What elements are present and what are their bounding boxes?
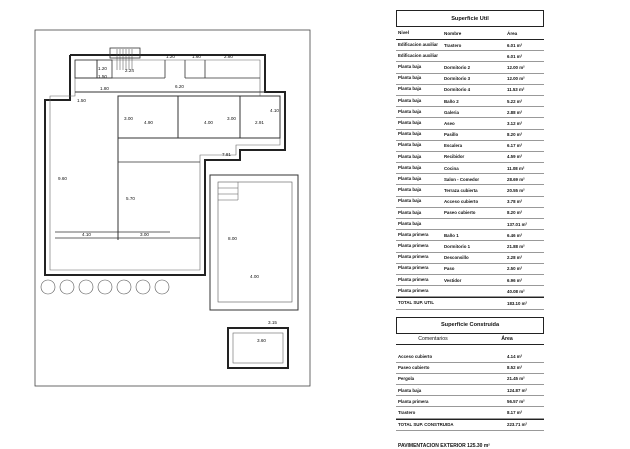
util-cell-area: 28.69 m² — [507, 176, 525, 182]
util-header-nombre: Nombre — [444, 30, 462, 36]
util-cell-area: 40.08 m² — [507, 288, 525, 294]
dim-3-00b: 3.00 — [227, 116, 236, 121]
dim-1-80: 1.80 — [100, 86, 109, 91]
construida-cell-area: 124.87 m² — [507, 387, 528, 393]
staircase — [117, 49, 132, 70]
util-row — [396, 40, 544, 51]
construida-title: Superficie Construida — [396, 317, 544, 334]
util-cell-nivel: Planta primera — [398, 254, 429, 260]
construida-cell-area: 4.14 m² — [507, 354, 523, 360]
util-cell-nombre: Galeria — [444, 109, 459, 115]
construida-row — [396, 374, 544, 385]
util-cell-area: 8.20 m² — [507, 132, 523, 138]
util-cell-nombre: Dormitorio 4 — [444, 87, 471, 93]
util-row — [396, 163, 544, 174]
util-cell-nombre: Acceso cubierto — [444, 199, 479, 205]
util-cell-area: 6.01 m² — [507, 53, 523, 59]
util-cell-nivel: Planta baja — [398, 86, 422, 92]
util-cell-area: 20.55 m² — [507, 188, 525, 194]
util-cell-area: 2.28 m² — [507, 255, 523, 261]
construida-cell-area: 21.45 m² — [507, 376, 525, 382]
construida-cell-label: Acceso cubierto — [398, 354, 433, 360]
dim-3-15: 3.15 — [268, 320, 277, 325]
dim-2-80a: 2.80 — [224, 54, 233, 59]
util-cell-nombre: Cocina — [444, 165, 459, 171]
pool-outer — [210, 175, 298, 310]
dim-1-50b: 1.50 — [77, 98, 86, 103]
util-cell-nivel: Planta baja — [398, 120, 422, 125]
bedrooms — [75, 92, 280, 240]
util-cell-nombre: Escalera — [444, 143, 463, 149]
util-cell-area: 12.00 m² — [507, 64, 525, 70]
construida-header-row — [396, 334, 544, 345]
util-cell-nivel: Planta baja — [398, 164, 422, 170]
garden-shrubs — [41, 280, 169, 294]
util-cell-nivel: Planta baja — [398, 64, 422, 70]
util-header-area: Área — [507, 30, 518, 36]
util-cell-nombre: Recibidor — [444, 154, 465, 160]
util-cell-nombre: Paso — [444, 266, 455, 272]
construida-cell-area: 8.17 m² — [507, 410, 523, 416]
construida-header-comentarios: Comentarios — [418, 335, 448, 342]
storage-shed — [228, 328, 288, 368]
util-cell-nombre: Paseo cubierto — [444, 210, 476, 216]
dim-1-20a: 1.20 — [98, 66, 107, 71]
dim-1-60: 1.60 — [192, 54, 201, 59]
util-row — [396, 96, 544, 107]
util-cell-nombre: Salon - Comedor — [444, 176, 480, 182]
dim-4-00a: 4.00 — [204, 120, 213, 125]
util-cell-nombre: Dormitorio 3 — [444, 76, 471, 82]
dim-4-10b: 4.10 — [82, 232, 91, 237]
construida-total-label: TOTAL SUP. CONSTRUIDA — [398, 422, 454, 428]
construida-cell-area: 8.52 m² — [507, 365, 523, 371]
util-cell-area: 11.08 m² — [507, 165, 525, 171]
pool-steps — [218, 182, 238, 200]
util-cell-nombre: Vestidor — [444, 277, 462, 283]
construida-rows — [396, 352, 544, 419]
dim-4-90a: 4.90 — [144, 120, 153, 125]
util-cell-nivel: Planta baja — [398, 187, 422, 193]
util-row — [396, 74, 544, 85]
util-cell-area: 3.12 m² — [507, 120, 523, 126]
plan-dimensions — [58, 54, 279, 343]
dim-7-81: 7.81 — [222, 152, 231, 157]
util-title: Superficie Util — [396, 10, 544, 27]
util-row — [396, 264, 544, 275]
util-rows — [396, 40, 544, 297]
util-cell-nombre: Dormitorio 1 — [444, 243, 471, 249]
util-row — [396, 107, 544, 118]
util-cell-nivel: Planta primera — [398, 276, 429, 282]
util-row — [396, 219, 544, 230]
construida-cell-label: Planta primera — [398, 398, 429, 404]
util-row — [396, 286, 544, 297]
util-cell-area: 3.78 m² — [507, 199, 523, 205]
util-cell-nombre: Terraza cubierta — [444, 188, 478, 194]
dim-6-20: 6.20 — [175, 84, 184, 89]
util-cell-nivel: Planta baja — [398, 108, 422, 114]
construida-total-row — [396, 419, 544, 431]
dim-8-00: 8.00 — [228, 236, 237, 241]
construida-row — [396, 396, 544, 407]
util-cell-area: 6.01 m² — [507, 42, 523, 48]
util-cell-nivel: Planta baja — [398, 97, 422, 103]
util-cell-area: 2.50 m² — [507, 266, 523, 272]
util-cell-nivel: Planta baja — [398, 131, 422, 137]
dim-9-60: 9.60 — [58, 176, 67, 181]
dim-3-60: 3.60 — [257, 338, 266, 343]
util-row — [396, 275, 544, 286]
util-row — [396, 130, 544, 141]
util-cell-nivel: Planta baja — [398, 175, 422, 181]
util-cell-nivel: Planta baja — [398, 142, 422, 148]
util-cell-nivel: Edificacion auxiliar — [398, 52, 439, 58]
util-cell-area: 6.46 m² — [507, 232, 523, 238]
dim-1-50a: 1.50 — [98, 74, 107, 79]
dim-2-91: 2.91 — [255, 120, 264, 125]
construida-row — [396, 385, 544, 396]
util-total-row — [396, 297, 544, 309]
construida-cell-area: 56.57 m² — [507, 398, 525, 404]
util-cell-nivel: Planta primera — [398, 243, 429, 249]
construida-row — [396, 352, 544, 363]
plot-boundary — [35, 30, 310, 386]
util-cell-nivel: Planta baja — [398, 75, 422, 81]
util-row — [396, 208, 544, 219]
util-total-label: TOTAL SUP. UTIL — [398, 300, 435, 305]
util-row — [396, 174, 544, 185]
util-cell-area: 137.01 m² — [507, 221, 528, 227]
util-cell-area: 2.88 m² — [507, 109, 523, 115]
util-header-row — [396, 27, 544, 40]
util-cell-area: 6.17 m² — [507, 143, 523, 149]
util-row — [396, 197, 544, 208]
dim-4-00b: 4.00 — [250, 274, 259, 279]
construida-cell-label: Trastero — [398, 410, 416, 416]
dim-3-00c: 3.00 — [140, 232, 149, 237]
util-row — [396, 185, 544, 196]
util-cell-nombre: Dormitorio 2 — [444, 64, 471, 70]
util-row — [396, 51, 544, 62]
dim-5-70: 5.70 — [126, 196, 135, 201]
dim-3-00a: 3.00 — [124, 116, 133, 121]
util-row — [396, 253, 544, 264]
util-row — [396, 62, 544, 73]
util-cell-nombre: Baño 1 — [444, 232, 459, 238]
util-cell-nivel: Planta baja — [398, 198, 422, 204]
surface-tables — [396, 10, 544, 449]
util-cell-nombre: Desconsillo — [444, 255, 469, 261]
util-cell-area: 6.96 m² — [507, 277, 523, 283]
construida-row — [396, 407, 544, 418]
util-cell-area: 21.88 m² — [507, 243, 525, 249]
util-cell-nivel: Edificacion auxiliar — [398, 41, 439, 47]
construida-cell-label: Planta baja — [398, 387, 422, 393]
util-cell-area: 4.59 m² — [507, 154, 523, 160]
util-row — [396, 230, 544, 241]
construida-header-area: Área — [501, 335, 513, 342]
house-outer-wall — [45, 55, 285, 275]
construida-cell-label: Pergola — [398, 376, 415, 382]
util-cell-nombre: Pasillo — [444, 132, 459, 138]
construida-total-area: 223.71 m² — [507, 422, 528, 428]
util-cell-nombre: Baño 2 — [444, 98, 459, 104]
util-cell-area: 8.20 m² — [507, 210, 523, 216]
util-cell-area: 12.00 m² — [507, 76, 525, 82]
util-row — [396, 152, 544, 163]
util-total-area: 183.10 m² — [507, 300, 528, 306]
util-cell-nivel: Planta primera — [398, 265, 429, 271]
util-row — [396, 241, 544, 252]
util-cell-nivel: Planta baja — [398, 220, 422, 226]
construida-row — [396, 363, 544, 374]
util-cell-nivel: Planta baja — [398, 209, 422, 215]
construida-cell-label: Paseo cubierto — [398, 365, 430, 371]
util-cell-area: 11.53 m² — [507, 87, 525, 93]
util-row — [396, 118, 544, 129]
util-cell-nombre: Aseo — [444, 120, 455, 126]
util-row — [396, 85, 544, 96]
util-header-nivel: Nivel — [398, 29, 409, 35]
dim-4-10a: 4.10 — [270, 108, 279, 113]
util-cell-area: 5.22 m² — [507, 98, 523, 104]
dim-2-24: 2.24 — [125, 68, 134, 73]
util-cell-nivel: Planta primera — [398, 231, 429, 237]
pavimentacion-exterior: PAVIMENTACION EXTERIOR 125.30 m² — [398, 442, 490, 449]
util-cell-nivel: Planta primera — [398, 287, 429, 293]
util-cell-nombre: Trastero — [444, 42, 462, 48]
util-row — [396, 141, 544, 152]
util-cell-nivel: Planta baja — [398, 153, 422, 159]
dim-1-20b: 1.20 — [166, 54, 175, 59]
